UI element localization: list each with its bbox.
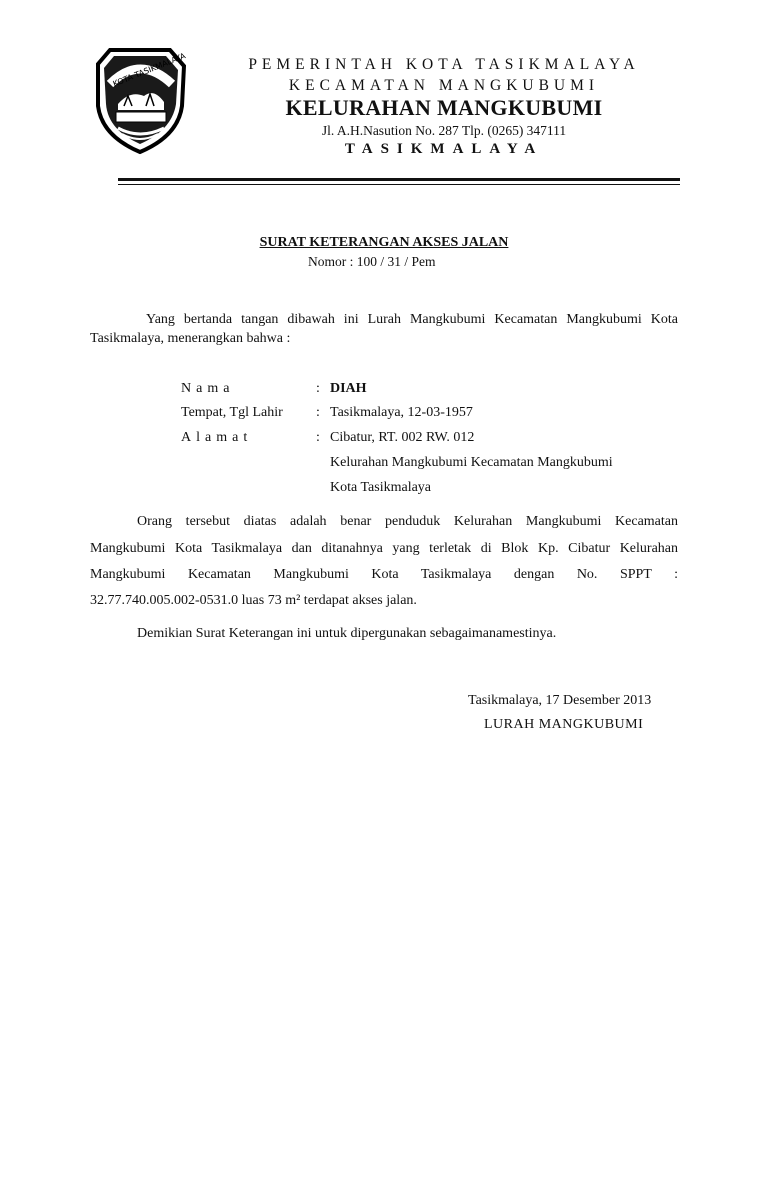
value-alamat-line-2: Kelurahan Mangkubumi Kecamatan Mangkubumi bbox=[330, 455, 613, 470]
body-line-2: Mangkubumi Kota Tasikmalaya dan ditanahnya yang terletak di Blok Kp. Cibatur Kelurahan bbox=[90, 541, 678, 556]
value-alamat-line-1: Cibatur, RT. 002 RW. 012 bbox=[330, 430, 475, 445]
value-nama: DIAH bbox=[330, 381, 367, 396]
value-tempat-tgl-lahir: Tasikmalaya, 12-03-1957 bbox=[330, 405, 473, 420]
body-line-1: Orang tersebut diatas adalah benar penduduk Kelurahan Mangkubumi Kecamatan bbox=[137, 514, 678, 529]
letterhead-city: TASIKMALAYA bbox=[344, 141, 544, 157]
label-alamat: Alamat bbox=[181, 430, 253, 445]
svg-text:KOTA TASIKMALAYA: KOTA TASIKMALAYA bbox=[111, 51, 187, 89]
letterhead-line-3: KELURAHAN MANGKUBUMI bbox=[285, 95, 603, 120]
signature-position: LURAH MANGKUBUMI bbox=[484, 717, 644, 732]
label-nama: Nama bbox=[181, 381, 235, 396]
document-title: SURAT KETERANGAN AKSES JALAN bbox=[259, 235, 509, 250]
letterhead-address: Jl. A.H.Nasution No. 287 Tlp. (0265) 347111 bbox=[321, 123, 567, 138]
body-line-3: Mangkubumi Kecamatan Mangkubumi Kota Tasikmalaya dengan No. SPPT : bbox=[90, 567, 678, 582]
document-number: Nomor : 100 / 31 / Pem bbox=[308, 254, 436, 269]
body-line-4: 32.77.740.005.002-0531.0 luas 73 m² terdapat akses jalan. bbox=[90, 593, 417, 608]
letterhead-rule-thin bbox=[118, 184, 680, 185]
letterhead-rule-thick bbox=[118, 178, 680, 181]
closing-sentence: Demikian Surat Keterangan ini untuk dipergunakan sebagaimanamestinya. bbox=[137, 626, 557, 641]
signature-place-date: Tasikmalaya, 17 Desember 2013 bbox=[468, 693, 652, 708]
letterhead-line-1: PEMERINTAH KOTA TASIKMALAYA bbox=[248, 56, 640, 73]
label-tempat-tgl-lahir: Tempat, Tgl Lahir bbox=[181, 405, 283, 420]
letterhead-line-2: KECAMATAN MANGKUBUMI bbox=[288, 77, 600, 94]
value-alamat-line-3: Kota Tasikmalaya bbox=[330, 480, 432, 495]
colon-nama: : bbox=[316, 381, 320, 396]
colon-tempat-tgl-lahir: : bbox=[316, 405, 320, 420]
colon-alamat: : bbox=[316, 430, 320, 445]
city-emblem-logo bbox=[88, 44, 192, 156]
intro-line-1: Yang bertanda tangan dibawah ini Lurah Mangkubumi Kecamatan Mangkubumi Kota bbox=[146, 312, 678, 327]
intro-line-2: Tasikmalaya, menerangkan bahwa : bbox=[90, 331, 291, 346]
